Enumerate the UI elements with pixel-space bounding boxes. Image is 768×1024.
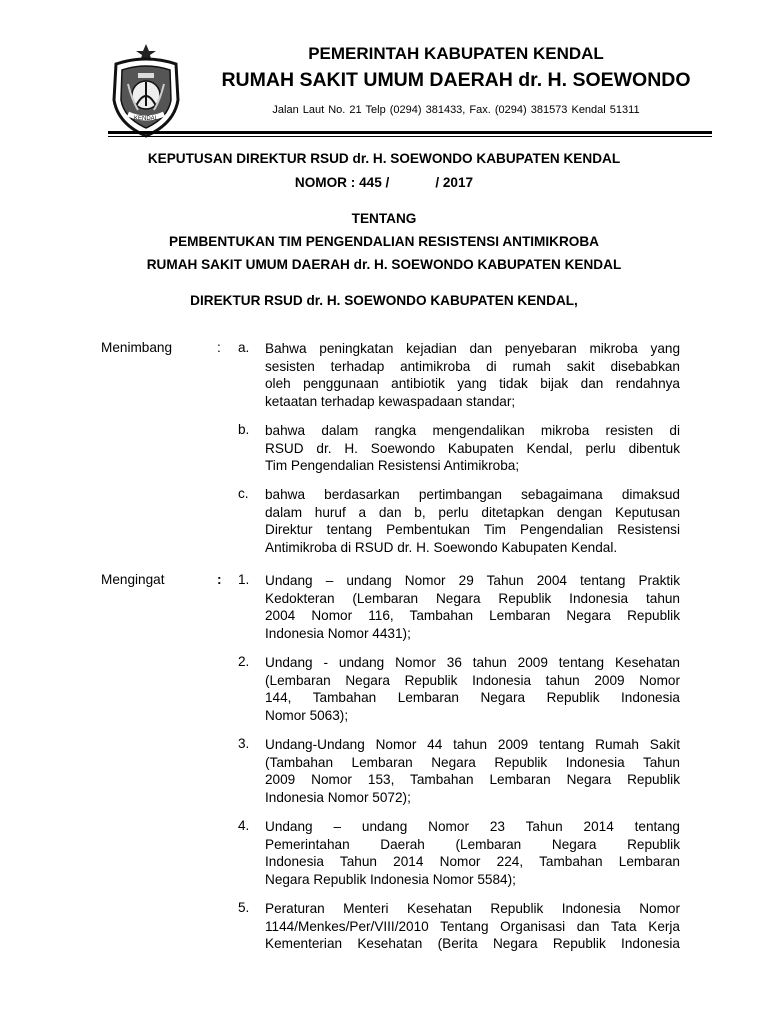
text-line: Undang – undang Nomor 23 Tahun 2014 tentang xyxy=(265,819,680,834)
considering-marker-c: c. xyxy=(238,486,249,501)
text-line: 2009 Nomor 153, Tambahan Lembaran Negara Republik xyxy=(265,772,680,787)
text-line: Kementerian Kesehatan (Berita Negara Republik Indonesia xyxy=(265,936,680,951)
text-line: Nomor 5063); xyxy=(265,707,349,723)
text-line: Undang-Undang Nomor 44 tahun 2009 tentang Rumah Sakit xyxy=(265,737,680,752)
recalling-marker-2: 2. xyxy=(238,654,250,669)
text-line: Undang – undang Nomor 29 Tahun 2004 tentang Praktik xyxy=(265,573,680,588)
recalling-label: Mengingat xyxy=(101,572,165,587)
text-line: Tim Pengendalian Resistensi Antimikroba; xyxy=(265,458,520,473)
considering-label: Menimbang xyxy=(101,340,173,355)
hospital-address: Jalan Laut No. 21 Telp (0294) 381433, Fax. (0294) 381573 Kendal 51311 xyxy=(272,104,640,116)
logo-text: KENDAL xyxy=(133,116,159,122)
text-line: 2004 Nomor 116, Tambahan Lembaran Negara Republik xyxy=(265,608,680,623)
government-name: PEMERINTAH KABUPATEN KENDAL xyxy=(308,44,604,63)
about-heading: TENTANG xyxy=(351,211,417,226)
letterhead-divider-thick xyxy=(108,131,712,134)
subject-hospital-heading: RUMAH SAKIT UMUM DAERAH dr. H. SOEWONDO KABUPATEN KENDAL xyxy=(146,257,622,272)
recalling-colon: : xyxy=(217,572,222,587)
decree-heading: KEPUTUSAN DIREKTUR RSUD dr. H. SOEWONDO KABUPATEN KENDAL xyxy=(147,151,621,166)
text-line: Indonesia Nomor 5072); xyxy=(265,789,411,805)
recalling-marker-3: 3. xyxy=(238,736,250,751)
recalling-marker-4: 4. xyxy=(238,818,250,833)
recalling-item-2 xyxy=(265,654,680,724)
considering-item-b xyxy=(265,422,680,475)
subject-heading: PEMBENTUKAN TIM PENGENDALIAN RESISTENSI ANTIMIKROBA xyxy=(169,234,599,249)
text-line: 144, Tambahan Lembaran Negara Republik Indonesia xyxy=(265,690,680,705)
text-line: Pemerintahan Daerah (Lembaran Negara Republik xyxy=(265,836,680,852)
text-line: Negara Republik Indonesia Nomor 5584); xyxy=(265,871,516,887)
considering-colon: : xyxy=(217,340,221,355)
text-line: bahwa dalam rangka mengendalikan mikroba resisten di xyxy=(265,423,680,438)
text-line: dalam huruf a dan b, perlu ditetapkan dengan Keputusan xyxy=(265,504,680,520)
text-line: bahwa berdasarkan pertimbangan sebagaimana dimaksud xyxy=(265,487,680,502)
text-line: Bahwa peningkatan kejadian dan penyebaran mikroba yang xyxy=(265,341,680,356)
text-line: Undang - undang Nomor 36 tahun 2009 tentang Kesehatan xyxy=(265,655,680,670)
text-line: Indonesia Tahun 2014 Nomor 224, Tambahan Lembaran xyxy=(265,854,680,869)
text-line: (Lembaran Negara Republik Indonesia tahun 2009 Nomor xyxy=(265,672,680,688)
text-line: Kedokteran (Lembaran Negara Republik Indonesia tahun xyxy=(265,590,680,606)
considering-marker-b: b. xyxy=(238,422,250,437)
recalling-marker-1: 1. xyxy=(238,572,250,587)
text-line: Antimikroba di RSUD dr. H. Soewondo Kabupaten Kendal. xyxy=(265,539,618,555)
text-line: ketaatan terhadap kewaspadaan standar; xyxy=(265,393,516,409)
considering-item-a xyxy=(265,340,680,410)
considering-marker-a: a. xyxy=(238,340,250,355)
recalling-item-3 xyxy=(265,736,680,806)
recalling-item-4 xyxy=(265,818,680,888)
text-line: oleh penggunaan antibiotik yang tidak bijak dan rendahnya xyxy=(265,376,680,391)
director-heading: DIREKTUR RSUD dr. H. SOEWONDO KABUPATEN KENDAL, xyxy=(190,293,578,308)
decree-number-suffix: / 2017 xyxy=(435,175,474,190)
recalling-item-1 xyxy=(265,572,680,642)
text-line: sesisten terhadap antimikroba di rumah sakit disebabkan xyxy=(265,358,680,374)
hospital-name: RUMAH SAKIT UMUM DAERAH dr. H. SOEWONDO xyxy=(221,69,691,91)
recalling-marker-5: 5. xyxy=(238,900,250,915)
recalling-item-5 xyxy=(265,900,680,953)
decree-number-prefix: NOMOR : 445 / xyxy=(294,175,390,190)
text-line: Peraturan Menteri Kesehatan Republik Indonesia Nomor xyxy=(265,901,680,916)
text-line: Indonesia Nomor 4431); xyxy=(265,625,411,641)
text-line: RSUD dr. H. Soewondo Kabupaten Kendal, perlu dibentuk xyxy=(265,440,680,456)
text-line: Direktur tentang Pembentukan Tim Pengendalian Resistensi xyxy=(265,522,680,537)
text-line: (Tambahan Lembaran Negara Republik Indonesia Tahun xyxy=(265,754,680,770)
considering-item-c xyxy=(265,486,680,556)
text-line: 1144/Menkes/Per/VIII/2010 Tentang Organisasi dan Tata Kerja xyxy=(265,918,680,934)
letterhead-divider-thin xyxy=(108,136,712,137)
decree-number xyxy=(60,175,708,190)
kendal-regency-emblem-icon xyxy=(108,40,184,140)
